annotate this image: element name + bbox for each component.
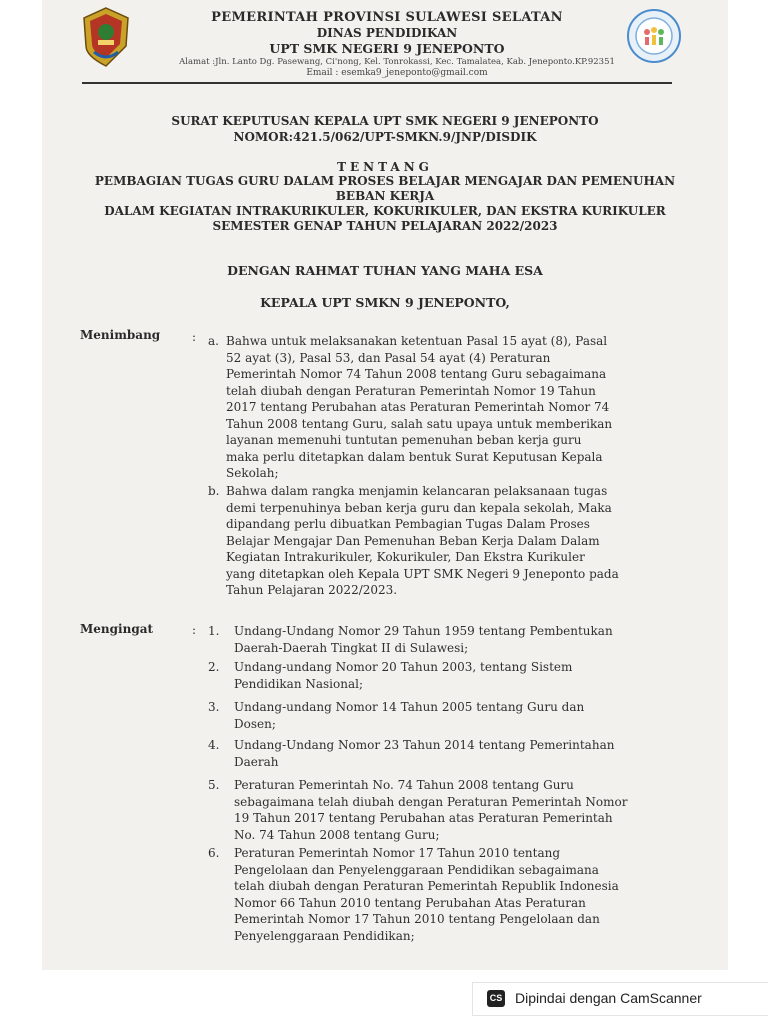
- department-name: DINAS PENDIDIKAN: [316, 26, 458, 40]
- text-line: Undang-undang Nomor 20 Tahun 2003, tentang Sistem: [234, 660, 573, 674]
- text-line: Bahwa untuk melaksanakan ketentuan Pasal 15 ayat (8), Pasal: [226, 334, 608, 348]
- text-line: layanan memenuhi tuntutan pemenuhan beban kerja guru: [226, 433, 582, 447]
- agency-name: PEMERINTAH PROVINSI SULAWESI SELATAN: [211, 10, 563, 25]
- mengingat-2-marker: 2.: [208, 660, 220, 674]
- subject-line-4: SEMESTER GENAP TAHUN PELAJARAN 2022/2023: [212, 219, 558, 233]
- text-line: Pemerintah Nomor 74 Tahun 2008 tentang Guru sebagaimana: [226, 367, 607, 381]
- mengingat-5-marker: 5.: [208, 778, 220, 792]
- invocation: DENGAN RAHMAT TUHAN YANG MAHA ESA: [227, 263, 543, 278]
- mengingat-colon: :: [192, 623, 197, 637]
- camscanner-icon: CS: [487, 990, 505, 1007]
- menimbang-b-text: [226, 483, 666, 599]
- school-address: Alamat :Jln. Lanto Dg. Pasewang, Ci'nong, Kel. Tonrokassi, Kec. Tamalatea, Kab. Jeneponto.KP.92351: [179, 57, 615, 67]
- subject-line-2: BEBAN KERJA: [335, 189, 435, 203]
- text-line: Undang-Undang Nomor 23 Tahun 2014 tentang Pemerintahan: [234, 738, 615, 752]
- text-line: Tahun Pelajaran 2022/2023.: [226, 583, 398, 597]
- mengingat-3-text: [234, 699, 664, 732]
- text-line: Penyelenggaraan Pendidikan;: [234, 928, 415, 943]
- mengingat-1-marker: 1.: [208, 624, 220, 638]
- letterhead: [42, 0, 728, 88]
- menimbang-label: Menimbang: [80, 328, 161, 342]
- text-line: Daerah: [234, 754, 279, 769]
- text-line: Tahun 2008 tentang Guru, salah satu upaya untuk memberikan: [226, 416, 613, 431]
- subject-line-1: PEMBAGIAN TUGAS GURU DALAM PROSES BELAJAR MENGAJAR DAN PEMENUHAN: [94, 174, 676, 188]
- about-heading: TENTANG: [337, 160, 433, 174]
- mengingat-4-text: [234, 737, 664, 770]
- mengingat-6-marker: 6.: [208, 846, 220, 860]
- text-line: 52 ayat (3), Pasal 53, dan Pasal 54 ayat (4) Peraturan: [226, 350, 551, 365]
- text-line: Pengelolaan dan Penyelenggaraan Pendidikan sebagaimana: [234, 862, 599, 877]
- text-line: Undang-undang Nomor 14 Tahun 2005 tentang Guru dan: [234, 700, 585, 714]
- mengingat-1-text: [234, 623, 664, 656]
- mengingat-5-text: [234, 777, 664, 843]
- text-line: telah diubah dengan Peraturan Pemerintah Republik Indonesia: [234, 879, 619, 893]
- text-line: 2017 tentang Perubahan atas Peraturan Pemerintah Nomor 74: [226, 400, 610, 414]
- text-line: sebagaimana telah diubah dengan Peraturan Pemerintah Nomor: [234, 794, 628, 809]
- province-emblem-icon: [80, 6, 132, 68]
- text-line: Peraturan Pemerintah No. 74 Tahun 2008 tentang Guru: [234, 778, 574, 792]
- menimbang-a-marker: a.: [208, 334, 219, 348]
- issuer-title: KEPALA UPT SMKN 9 JENEPONTO,: [260, 295, 510, 310]
- document-page: [42, 0, 728, 970]
- school-logo-icon: [626, 8, 682, 64]
- text-line: Belajar Mengajar Dan Pemenuhan Beban Kerja Dalam Dalam: [226, 533, 600, 548]
- text-line: maka perlu ditetapkan dalam bentuk Surat Keputusan Kepala: [226, 449, 603, 464]
- text-line: Sekolah;: [226, 466, 279, 480]
- mengingat-4-marker: 4.: [208, 738, 220, 752]
- mengingat-label: Mengingat: [80, 622, 154, 636]
- text-line: yang ditetapkan oleh Kepala UPT SMK Negeri 9 Jeneponto pada: [226, 566, 619, 581]
- header-rule: [82, 82, 672, 84]
- menimbang-colon: :: [192, 330, 197, 344]
- text-line: Daerah-Daerah Tingkat II di Sulawesi;: [234, 640, 469, 655]
- text-line: Undang-Undang Nomor 29 Tahun 1959 tentang Pembentukan: [234, 624, 613, 638]
- mengingat-2-text: [234, 659, 664, 692]
- text-line: telah diubah dengan Peraturan Pemerintah Nomor 19 Tahun: [226, 383, 596, 398]
- subject-line-3: DALAM KEGIATAN INTRAKURIKULER, KOKURIKULER, DAN EKSTRA KURIKULER: [104, 204, 666, 218]
- decree-number: NOMOR:421.5/062/UPT-SMKN.9/JNP/DISDIK: [233, 130, 537, 144]
- text-line: No. 74 Tahun 2008 tentang Guru;: [234, 827, 440, 842]
- text-line: 19 Tahun 2017 tentang Perubahan atas Peraturan Pemerintah: [234, 811, 613, 825]
- school-name: UPT SMK NEGERI 9 JENEPONTO: [269, 41, 505, 56]
- school-email: Email : esemka9_jeneponto@gmail.com: [306, 68, 488, 78]
- menimbang-a-text: [226, 333, 666, 482]
- text-line: Pemerintah Nomor 17 Tahun 2010 tentang Pengelolaan dan: [234, 912, 600, 926]
- decree-title: SURAT KEPUTUSAN KEPALA UPT SMK NEGERI 9 JENEPONTO: [171, 114, 599, 128]
- mengingat-6-text: [234, 845, 664, 944]
- camscanner-watermark: [472, 982, 768, 1016]
- text-line: Kegiatan Intrakurikuler, Kokurikuler, Dan Ekstra Kurikuler: [226, 550, 585, 564]
- text-line: Pendidikan Nasional;: [234, 676, 364, 691]
- text-line: Dosen;: [234, 716, 276, 731]
- mengingat-3-marker: 3.: [208, 700, 220, 714]
- camscanner-label: Dipindai dengan CamScanner: [515, 990, 702, 1006]
- text-line: Peraturan Pemerintah Nomor 17 Tahun 2010 tentang: [234, 846, 561, 860]
- menimbang-b-marker: b.: [208, 484, 220, 498]
- text-line: Bahwa dalam rangka menjamin kelancaran pelaksanaan tugas: [226, 484, 608, 498]
- text-line: dipandang perlu dibuatkan Pembagian Tugas Dalam Proses: [226, 517, 590, 531]
- text-line: Nomor 66 Tahun 2010 tentang Perubahan Atas Peraturan: [234, 895, 586, 910]
- text-line: demi terpenuhinya beban kerja guru dan kepala sekolah, Maka: [226, 500, 612, 515]
